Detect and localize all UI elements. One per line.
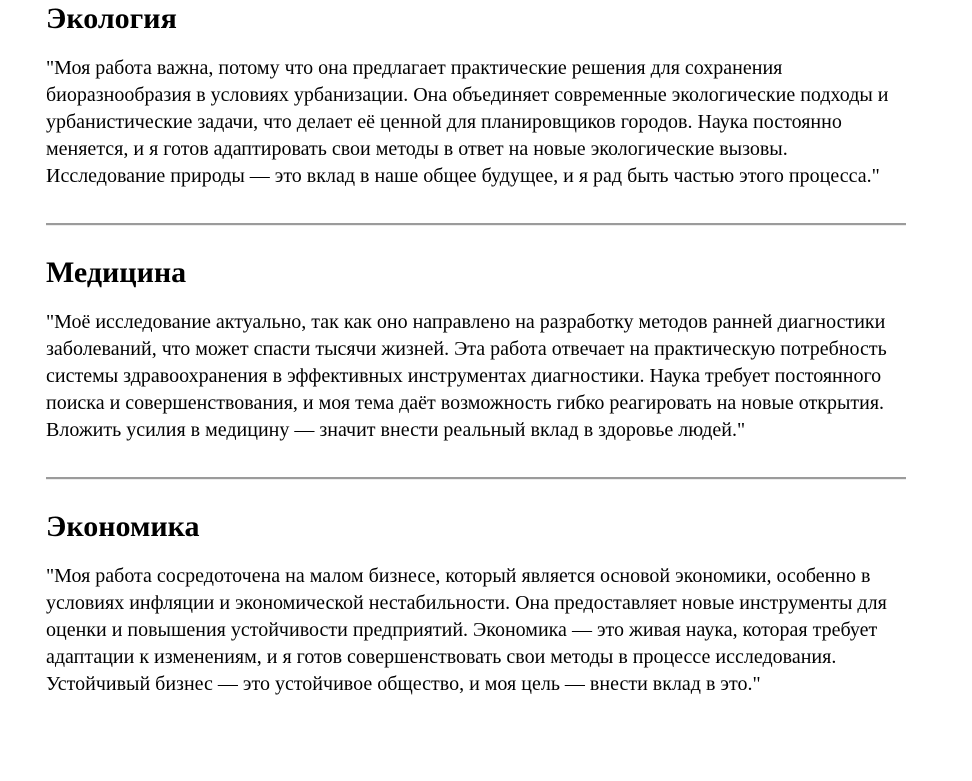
section-paragraph-ecology: "Моя работа важна, потому что она предлагает практические решения для сохранения биоразнообразия в условиях урбанизации. Она объединяет современные экологические подходы и урбанистические задачи, что делает её ценной для планировщиков городов. Наука постоянно меняется, и я готов адаптировать свои методы в ответ на новые экологические вызовы. Исследование природы — это вклад в наше общее будущее, и я рад быть частью этого процесса." bbox=[46, 57, 889, 187]
section-paragraph-medicine: "Моё исследование актуально, так как оно направлено на разработку методов ранней диагностики заболеваний, что может спасти тысячи жизней. Эта работа отвечает на практическую потребность системы здравоохранения в эффективных инструментах диагностики. Наука требует постоянного поиска и совершенствования, и моя тема даёт возможность гибко реагировать на новые открытия. Вложить усилия в медицину — значит внести реальный вклад в здоровье людей." bbox=[46, 311, 887, 441]
section-medicine bbox=[46, 256, 906, 444]
section-divider bbox=[46, 477, 906, 480]
section-title-ecology: Экология bbox=[46, 2, 177, 35]
section-title-economics: Экономика bbox=[46, 510, 200, 543]
section-divider bbox=[46, 223, 906, 226]
section-paragraph-economics: "Моя работа сосредоточена на малом бизнесе, который является основой экономики, особенно в условиях инфляции и экономической нестабильности. Она предоставляет новые инструменты для оценки и повышения устойчивости предприятий. Экономика — это живая наука, которая требует адаптации к изменениям, и я готов совершенствовать свои методы в процессе исследования. Устойчивый бизнес — это устойчивое общество, и моя цель — внести вклад в это." bbox=[46, 565, 887, 695]
section-ecology bbox=[46, 2, 906, 190]
section-title-medicine: Медицина bbox=[46, 256, 187, 289]
section-economics bbox=[46, 510, 906, 698]
